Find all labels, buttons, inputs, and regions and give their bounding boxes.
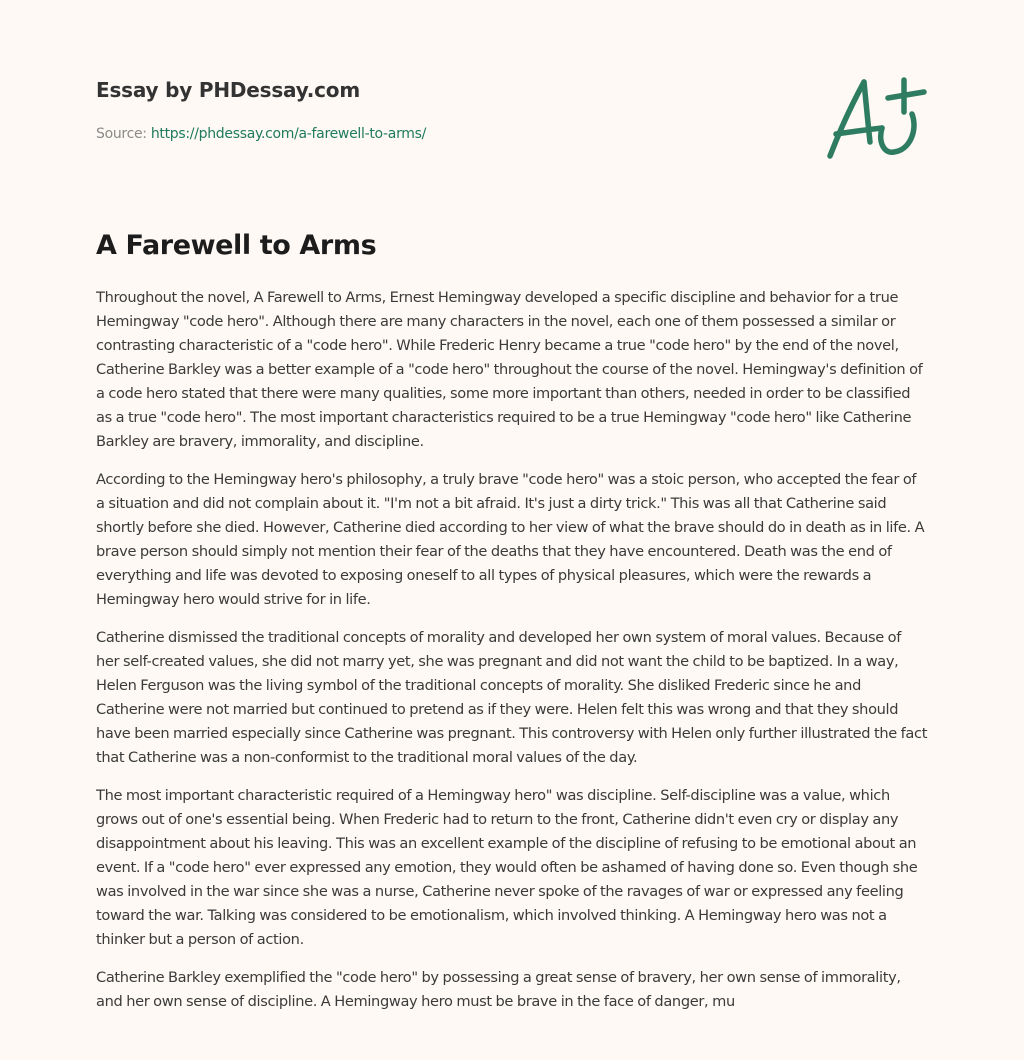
essay-paragraph-5: Catherine Barkley exemplified the "code hero" by possessing a great sense of bravery, her own sense of immorality, and her own sense of discipline. A Hemingway hero must be brave in the face of danger, mu: [96, 969, 901, 1010]
essay-paragraph-3: Catherine dismissed the traditional concepts of morality and developed her own system of moral values. Because of her self-created values, she did not marry yet, she was pregnant and did not want the child to be baptized. In a way, Helen Ferguson was the living symbol of the traditional concepts of morality. She disliked Frederic since he and Catherine were not married but continued to pretend as if they were. Helen felt this was wrong and that they should have been married especially since Catherine was pregnant. This controversy with Helen only further illustrated the fact that Catherine was a non-conformist to the traditional moral values of the day.: [96, 629, 928, 766]
essay-paragraph-1: Throughout the novel, A Farewell to Arms, Ernest Hemingway developed a specific discipline and behavior for a true Hemingway "code hero". Although there are many characters in the novel, each one of them possessed a similar or contrasting characteristic of a "code hero". While Frederic Henry became a true "code hero" by the end of the novel, Catherine Barkley was a better example of a "code hero" throughout the course of the novel. Hemingway's definition of a code hero stated that there were many qualities, some more important than others, needed in order to be classified as a true "code hero". The most important characteristics required to be a true Hemingway "code hero" like Catherine Barkley are bravery, immorality, and discipline.: [96, 289, 923, 450]
site-title: Essay by PHDessay.com: [96, 78, 360, 102]
essay-paragraph-2: According to the Hemingway hero's philosophy, a truly brave "code hero" was a stoic person, who accepted the fear of a situation and did not complain about it. "I'm not a bit afraid. It's just a dirty trick." This was all that Catherine said shortly before she died. However, Catherine died according to her view of what the brave should do in death as in life. A brave person should simply not mention their fear of the deaths that they have encountered. Death was the end of everything and life was devoted to exposing oneself to all types of physical pleasures, which were the rewards a Hemingway hero would strive for in life.: [96, 471, 925, 608]
source-link[interactable]: https://phdessay.com/a-farewell-to-arms/: [150, 126, 427, 142]
a-plus-grade-icon: [822, 68, 928, 164]
article-title: A Farewell to Arms: [96, 230, 377, 261]
essay-article: [96, 228, 928, 1028]
page-header: [96, 76, 696, 144]
source-line: [96, 124, 696, 144]
source-label: Source:: [96, 126, 151, 142]
essay-paragraph-4: The most important characteristic required of a Hemingway hero" was discipline. Self-discipline was a value, which grows out of one's essential being. When Frederic had to return to the front, Catherine didn't even cry or display any disappointment about his leaving. This was an excellent example of the discipline of refusing to be emotional about an event. If a "code hero" ever expressed any emotion, they would often be ashamed of having done so. Even though she was involved in the war since she was a nurse, Catherine never spoke of the ravages of war or expressed any feeling toward the war. Talking was considered to be emotionalism, which involved thinking. A Hemingway hero was not a thinker but a person of action.: [96, 787, 918, 948]
